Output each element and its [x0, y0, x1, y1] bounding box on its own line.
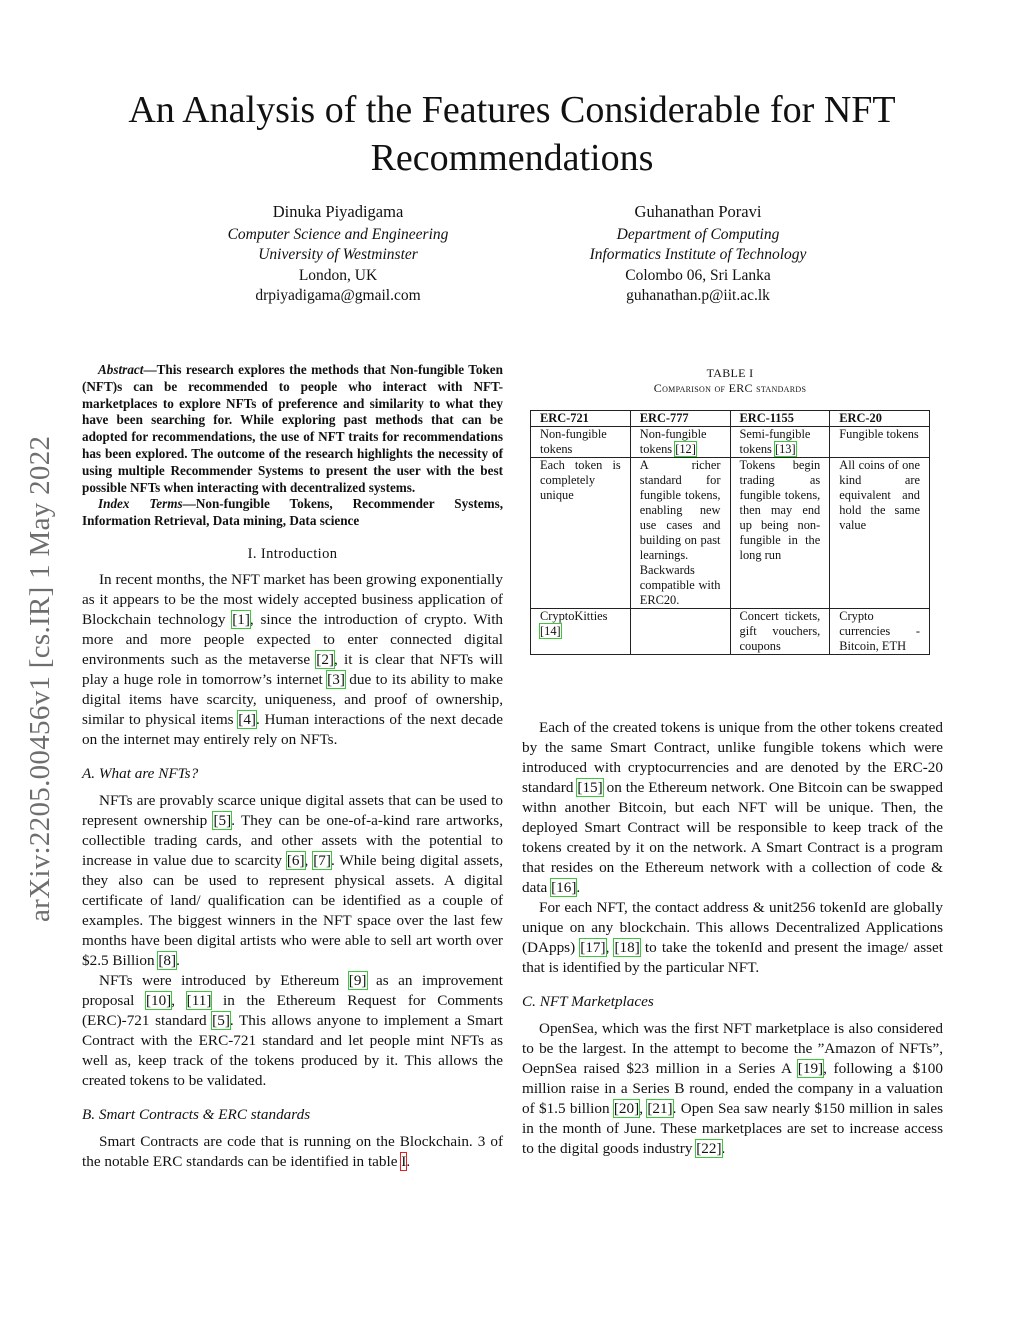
table-header-cell: ERC-721 [531, 411, 631, 427]
table-cell: All coins of one kind are equivalent and hold the same value [830, 458, 930, 609]
citation-link[interactable]: [19] [797, 1060, 824, 1077]
table-row [531, 609, 930, 655]
table-row [531, 458, 930, 609]
arxiv-identifier: arXiv:2205.00456v1 [cs.IR] 1 May 2022 [24, 435, 56, 922]
nft-paragraph-1: NFTs are provably scarce unique digital assets that can be used to represent ownership [5]. They can be one-of-a-kind rare artworks, collectible trading cards, and other assets with the potential to increase in value due to scarcity [6], [7]. While being digital assets, they also can be used to represent physical assets. A digital certificate of land/ qualification can be identified as a couple of examples. The biggest winners in the NFT space over the last few months have been digital artists who were able to sell art worth over $2.5 Billion [8]. [82, 791, 503, 969]
index-terms [82, 496, 503, 530]
citation-link[interactable]: [2] [316, 650, 334, 668]
author-name: Dinuka Piyadigama [272, 202, 404, 221]
table-header-row [531, 411, 930, 427]
author-institution: University of Westminster [258, 246, 418, 263]
marketplaces-paragraph: OpenSea, which was the first NFT marketplace is also considered to be the largest. In the attempt to become the ”Amazon of NFTs”, OepnSea raised $23 million in a Series A [19], following a $100 million raise in a Series B round, ended the company in a valuation of $1.5 billion [20], [21]. Open Sea saw nearly $150 million in sales in the month of June. These marketplaces are set to increase access to the digital goods industry [22]. [522, 1020, 944, 1157]
citation-link[interactable]: [21] [647, 1100, 673, 1117]
table-cell: Non-fungible tokens [531, 427, 631, 458]
citation-link[interactable]: [13] [774, 442, 796, 456]
table-cell: Each token is completely unique [531, 458, 631, 609]
table-cell: Tokens begin trading as fungible tokens, then may end up being non-fungible in the long run [730, 458, 830, 609]
table-cell: Fungible tokens [830, 427, 930, 458]
author-department: Department of Computing [616, 225, 780, 243]
table-caption [530, 366, 930, 396]
table-cell: CryptoKitties [14] [531, 609, 631, 655]
author-email: guhanathan.p@iit.ac.lk [626, 287, 770, 304]
citation-link[interactable]: [20] [613, 1100, 640, 1117]
table-cell: Concert tickets, gift vouchers, coupons [730, 609, 830, 655]
author-block-1 [148, 202, 528, 307]
author-location: London, UK [298, 266, 378, 284]
paper-title: An Analysis of the Features Considerable for NFT Recommendations [128, 89, 896, 179]
citation-link[interactable]: [15] [577, 779, 603, 796]
subsection-heading-nft-marketplaces: C. NFT Marketplaces [522, 993, 654, 1010]
author-institution: Informatics Institute of Technology [589, 246, 807, 263]
author-block-2 [508, 202, 888, 307]
table-header-cell: ERC-1155 [730, 411, 830, 427]
index-terms-label: Index Terms [98, 496, 183, 512]
abstract [82, 362, 503, 496]
citation-link[interactable]: [17] [580, 939, 606, 956]
smart-contracts-paragraph: Smart Contracts are code that is running on the Blockchain. 3 of the notable ERC standards can be identified in table I. [82, 1132, 503, 1170]
table-cell: Non-fungible tokens [12] [630, 427, 730, 458]
citation-link[interactable]: [16] [551, 879, 577, 896]
table-header-cell: ERC-20 [830, 411, 930, 427]
intro-paragraph: In recent months, the NFT market has been growing exponentially as it appears to be the most widely accepted business application of Blockchain technology [1], since the introduction of crypto. With more and more people expected to enter connected digital environments such as the metaverse [2], it is clear that NFTs will play a huge role in tomorrow’s internet [3] due to its ability to make digital items have scarcity, uniqueness, and proof of ownership, similar to physical items [4]. Human interactions of the next decade on the internet may entirely rely on NFTs. [82, 570, 504, 748]
citation-link[interactable]: [7] [313, 851, 331, 869]
citation-link[interactable]: [10] [145, 991, 172, 1009]
left-column [82, 362, 503, 1172]
citation-link[interactable]: [9] [348, 971, 367, 989]
table-cell: Semi-fungible tokens [13] [730, 427, 830, 458]
author-department: Computer Science and Engineering [227, 225, 449, 243]
tokens-paragraph: Each of the created tokens is unique from the other tokens created by the same Smart Contract, unlike fungible tokens which were introduced with cryptocurrencies and are denoted by the ERC-20 standard [15] on the Ethereum network. One Bitcoin can be swapped withn another Bitcoin, but each NFT will be unique. Then, the deployed Smart Contract will be responsible to keep track of the tokens created by it on the network. A Smart Contract is a program that resides on the Ethereum network with a collection of code & data [16]. [522, 719, 943, 896]
table-cell [630, 609, 730, 655]
citation-link[interactable]: [1] [232, 610, 250, 628]
subsection-heading-what-are-nfts: A. What are NFTs? [82, 764, 199, 782]
citation-link[interactable]: [12] [675, 442, 696, 456]
citation-link[interactable]: [3] [327, 670, 345, 688]
citation-link[interactable]: [11] [186, 991, 212, 1009]
citation-link[interactable]: [18] [614, 939, 640, 956]
author-location: Colombo 06, Sri Lanka [625, 266, 771, 284]
subsection-heading-smart-contracts: B. Smart Contracts & ERC standards [82, 1105, 311, 1123]
citation-link[interactable]: [6] [286, 851, 305, 869]
section-heading-introduction: I. Introduction [247, 545, 338, 562]
tokenid-paragraph: For each NFT, the contact address & unit256 tokenId are globally unique on any blockchain. This allows Decentralized Applications (DApps) [17], [18] to take the tokenId and present the image/ asset that is identified by the particular NFT. [522, 899, 944, 976]
citation-link[interactable]: [5] [212, 1011, 230, 1029]
abstract-label: Abstract [98, 362, 144, 377]
author-email: drpiyadigama@gmail.com [255, 287, 421, 304]
right-column [522, 718, 943, 1159]
table-title: Comparison of ERC standards [653, 381, 807, 395]
table-label: TABLE I [706, 366, 754, 380]
citation-link[interactable]: [5] [213, 811, 232, 829]
index-terms-text: —Non-fungible Tokens, Recommender Systems, Information Retrieval, Data mining, Data science [82, 496, 504, 529]
citation-link[interactable]: [14] [540, 624, 561, 638]
table-cell: Crypto currencies - Bitcoin, ETH [830, 609, 930, 655]
citation-link[interactable]: [22] [696, 1140, 722, 1157]
author-name: Guhanathan Poravi [634, 202, 762, 221]
citation-link[interactable]: [4] [238, 710, 256, 728]
table-reference-link[interactable]: I [401, 1152, 407, 1170]
erc-comparison-table [530, 410, 930, 655]
table-row [531, 427, 930, 458]
citation-link[interactable]: [8] [158, 951, 177, 969]
table-cell: A richer standard for fungible tokens, enabling new use cases and building on past learnings. Backwards compatible with ERC20. [630, 458, 730, 609]
nft-paragraph-2: NFTs were introduced by Ethereum [9] as an improvement proposal [10], [11] in the Ethereum Request for Comments (ERC)-721 standard [5]. This allows anyone to implement a Smart Contract with the ERC-721 standard and let people mint NFTs as well as, keep track of the tokens produced by it. This allows the created tokens to be validated. [82, 971, 504, 1089]
abstract-text: —This research explores the methods that Non-fungible Token (NFT)s can be recommended to people who interact with NFT-marketplaces to explore NFTs of preference and similarity to what they have been searching for. While exploring past methods that can be adopted for recommendations, the use of NFT traits for recommendations has been explored. The outcome of the research highlights the necessity of using multiple Recommender Systems to present the user with the best possible NFTs when interacting with decentralized systems. [82, 362, 503, 495]
table-header-cell: ERC-777 [630, 411, 730, 427]
